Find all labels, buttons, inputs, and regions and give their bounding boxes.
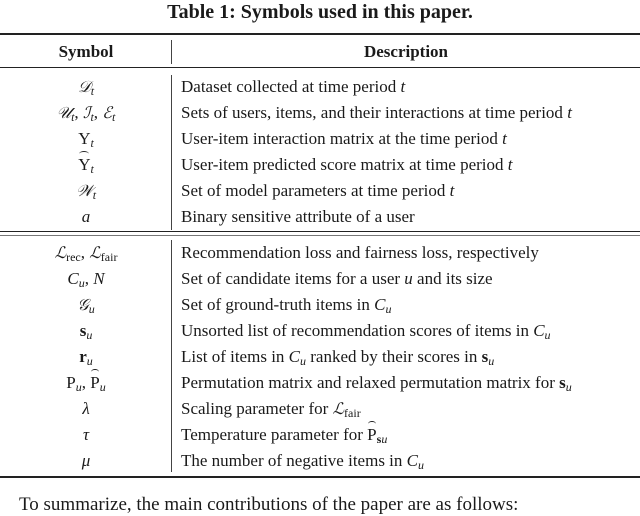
column-divider [171, 240, 172, 472]
text-fragment: Recommendation loss and fairness loss, respectively [181, 243, 539, 262]
text-fragment: Unsorted list of recommendation scores of items in [181, 321, 534, 340]
description-cell [181, 396, 361, 422]
symbol-cell [0, 266, 172, 292]
symbol-cell [0, 370, 172, 396]
text-fragment: Y [78, 152, 90, 178]
table-row [0, 178, 640, 204]
text-fragment: s [376, 432, 382, 446]
text-fragment: P [66, 373, 76, 392]
body-text: To summarize, the main contributions of the paper are as follows: [19, 494, 519, 515]
text-fragment: λ [82, 399, 90, 418]
text-fragment: ℒ [89, 243, 101, 262]
text-fragment: u [381, 432, 388, 446]
text-fragment: u [300, 354, 307, 368]
description-cell [181, 204, 415, 230]
text-fragment: User-item interaction matrix at the time period [181, 129, 503, 148]
text-fragment: ℐ [82, 103, 91, 122]
text-fragment: t [71, 110, 75, 124]
text-fragment: u [404, 269, 413, 288]
text-fragment: s [559, 373, 566, 392]
text-fragment: μ [81, 451, 91, 470]
bottom-rule [0, 476, 640, 478]
header-row [0, 39, 640, 65]
description-cell [181, 178, 454, 204]
description-cell [181, 126, 507, 152]
text-fragment: t [449, 181, 455, 200]
table-row [0, 152, 640, 178]
symbol-cell [0, 100, 172, 126]
description-cell [181, 292, 391, 318]
text-fragment: Set of model parameters at time period [181, 181, 450, 200]
text-fragment: t [90, 136, 94, 150]
description-cell [181, 370, 572, 396]
description-cell [181, 74, 405, 100]
table-row [0, 292, 640, 318]
text-fragment: , [81, 373, 91, 392]
symbol-cell [0, 396, 172, 422]
text-fragment: , [84, 269, 94, 288]
description-cell [181, 266, 493, 292]
text-fragment: u [544, 328, 551, 342]
text-fragment: ℒ [54, 243, 67, 262]
text-fragment: C [67, 269, 79, 288]
column-divider [171, 75, 172, 230]
text-fragment: t [90, 110, 94, 124]
symbol-cell [0, 74, 172, 100]
text-fragment: u [78, 276, 85, 290]
text-fragment: , [74, 103, 83, 122]
table-caption: Table 1: Symbols used in this paper. [167, 1, 473, 23]
text-fragment: C [288, 347, 301, 366]
text-fragment: Set of ground-truth items in [181, 295, 375, 314]
text-fragment: The number of negative items in [181, 451, 407, 470]
symbol-cell [0, 448, 172, 474]
text-fragment: u [385, 302, 392, 316]
text-fragment: fair [100, 250, 118, 264]
symbol-cell [0, 152, 172, 178]
text-fragment: ℰ [102, 103, 112, 122]
table-row [0, 126, 640, 152]
table-row [0, 396, 640, 422]
text-fragment: Sets of users, items, and their interactions at time period [181, 103, 568, 122]
symbol-cell [0, 344, 172, 370]
text-fragment: P [367, 422, 376, 448]
text-fragment: Scaling parameter for [181, 399, 333, 418]
description-cell [181, 240, 539, 266]
table-row [0, 448, 640, 474]
description-cell [181, 152, 513, 178]
text-fragment: Permutation matrix and relaxed permutation matrix for [181, 373, 560, 392]
symbol-cell [0, 204, 172, 230]
table-row [0, 422, 640, 448]
text-fragment: Dataset collected at time period [181, 77, 401, 96]
symbol-cell [0, 318, 172, 344]
text-fragment: t [90, 162, 94, 176]
table-row [0, 74, 640, 100]
symbol-cell [0, 422, 172, 448]
table-row [0, 204, 640, 230]
text-fragment: , [80, 243, 90, 262]
column-divider [171, 40, 172, 64]
text-fragment: P [90, 370, 99, 396]
table-row [0, 370, 640, 396]
mid-rule-2 [0, 235, 640, 236]
header-description: Description [363, 42, 449, 61]
text-fragment: List of items in [181, 347, 289, 366]
text-fragment: ℒ [332, 399, 345, 418]
top-rule [0, 33, 640, 35]
text-fragment: u [488, 354, 495, 368]
text-fragment: u [418, 458, 425, 472]
description-cell [181, 318, 551, 344]
text-fragment: t [92, 188, 97, 202]
table-row [0, 344, 640, 370]
text-fragment: t [567, 103, 572, 122]
symbol-cell [0, 126, 172, 152]
text-fragment: 𝒲 [75, 181, 93, 200]
text-fragment: C [533, 321, 545, 340]
text-fragment: t [507, 155, 513, 174]
text-fragment: User-item predicted score matrix at time period [181, 155, 508, 174]
text-fragment: ranked by their scores in [306, 347, 482, 366]
text-fragment: N [93, 269, 105, 288]
description-cell [181, 422, 387, 448]
text-fragment: t [400, 77, 406, 96]
text-fragment: τ [82, 425, 90, 444]
text-fragment: Set of candidate items for a user [181, 269, 405, 288]
table-row [0, 240, 640, 266]
symbol-cell [0, 178, 172, 204]
text-fragment: Binary sensitive attribute of a user [181, 207, 415, 226]
mid-rule [0, 231, 640, 232]
text-fragment: u [99, 380, 106, 394]
text-fragment: s [481, 347, 489, 366]
text-fragment: u [86, 354, 93, 368]
table-row [0, 100, 640, 126]
symbol-cell [0, 240, 172, 266]
text-fragment: t [502, 129, 507, 148]
text-fragment: u [75, 380, 82, 394]
text-fragment: u [565, 380, 572, 394]
text-fragment: u [88, 302, 95, 316]
text-fragment: Y [78, 129, 91, 148]
text-fragment: t [111, 110, 116, 124]
header-symbol: Symbol [58, 42, 114, 61]
text-fragment: fair [344, 406, 361, 420]
text-fragment: C [406, 451, 419, 470]
text-fragment: and its size [412, 269, 493, 288]
text-fragment: 𝒢 [77, 295, 89, 314]
text-fragment: rec [66, 250, 81, 264]
text-fragment: s [79, 321, 87, 340]
description-cell [181, 344, 494, 370]
text-fragment: 𝒰 [56, 103, 72, 122]
symbol-cell [0, 292, 172, 318]
text-fragment: Temperature parameter for [181, 425, 368, 444]
text-fragment: t [90, 84, 95, 98]
header-rule [0, 67, 640, 68]
text-fragment: C [374, 295, 386, 314]
text-fragment: 𝒟 [77, 77, 91, 96]
description-cell [181, 448, 424, 474]
table-row [0, 266, 640, 292]
text-fragment: u [86, 328, 93, 342]
text-fragment: , [93, 103, 103, 122]
text-fragment: a [81, 207, 91, 226]
table-row [0, 318, 640, 344]
description-cell [181, 100, 572, 126]
text-fragment: r [79, 347, 87, 366]
